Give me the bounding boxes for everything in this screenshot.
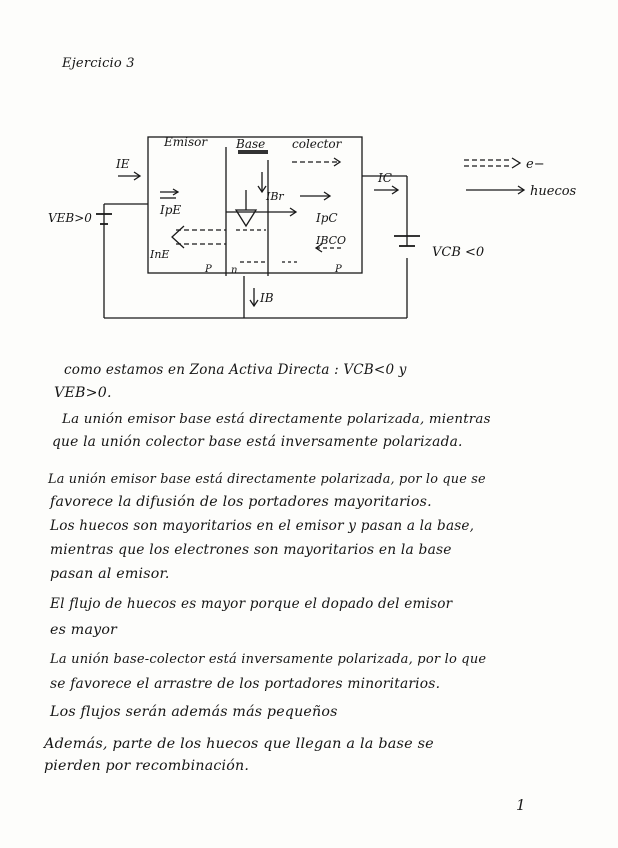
text-line-16: pierden por recombinación.: [44, 758, 250, 774]
text-line-2: VEB>0.: [54, 385, 112, 401]
text-line-7: Los huecos son mayoritarios en el emisor y pasan a la base,: [50, 518, 475, 534]
text-line-6: favorece la difusión de los portadores mayoritarios.: [50, 494, 432, 510]
text-line-8: mientras que los electrones son mayoritarios en la base: [50, 542, 452, 558]
legend-electrons: e−: [526, 157, 545, 172]
bjt-diagram: [0, 0, 618, 340]
exercise-title: Ejercicio 3: [62, 56, 135, 71]
text-line-14: Los flujos serán además más pequeños: [50, 704, 338, 720]
text-line-1: como estamos en Zona Activa Directa : VCB<0 y: [64, 362, 407, 378]
label-p-emitter: P: [205, 264, 212, 275]
page-number: 1: [516, 796, 526, 814]
text-line-12: La unión base-colector está inversamente polarizada, por lo que: [50, 652, 487, 667]
base-label: Base: [236, 137, 266, 151]
legend-holes: huecos: [530, 184, 577, 199]
text-line-9: pasan al emisor.: [50, 566, 170, 582]
label-i-pc: IpC: [316, 211, 338, 225]
label-i-bco: IBCO: [316, 234, 347, 247]
text-line-5: La unión emisor base está directamente polarizada, por lo que se: [48, 472, 486, 487]
text-line-13: se favorece el arrastre de los portadores minoritarios.: [50, 676, 441, 692]
text-line-3: La unión emisor base está directamente polarizada, mientras: [62, 412, 491, 427]
label-n-base: n: [231, 265, 238, 276]
collector-label: colector: [292, 137, 342, 151]
emitter-label: Emisor: [164, 135, 208, 149]
label-i-ne: InE: [150, 248, 170, 261]
text-line-11: es mayor: [50, 622, 118, 638]
text-line-15: Además, parte de los huecos que llegan a la base se: [44, 736, 434, 752]
label-i-br: IBr: [266, 190, 284, 203]
label-i-c: IC: [378, 171, 392, 185]
text-line-10: El flujo de huecos es mayor porque el dopado del emisor: [50, 596, 453, 612]
label-p-collector: P: [335, 264, 342, 275]
label-v-eb: VEB>0: [48, 211, 92, 225]
label-i-b: IB: [260, 291, 274, 305]
label-v-cb: VCB <0: [432, 245, 485, 260]
text-line-4: que la unión colector base está inversamente polarizada.: [52, 434, 463, 450]
label-i-e: IE: [116, 157, 130, 171]
label-i-pe: IpE: [160, 203, 182, 217]
